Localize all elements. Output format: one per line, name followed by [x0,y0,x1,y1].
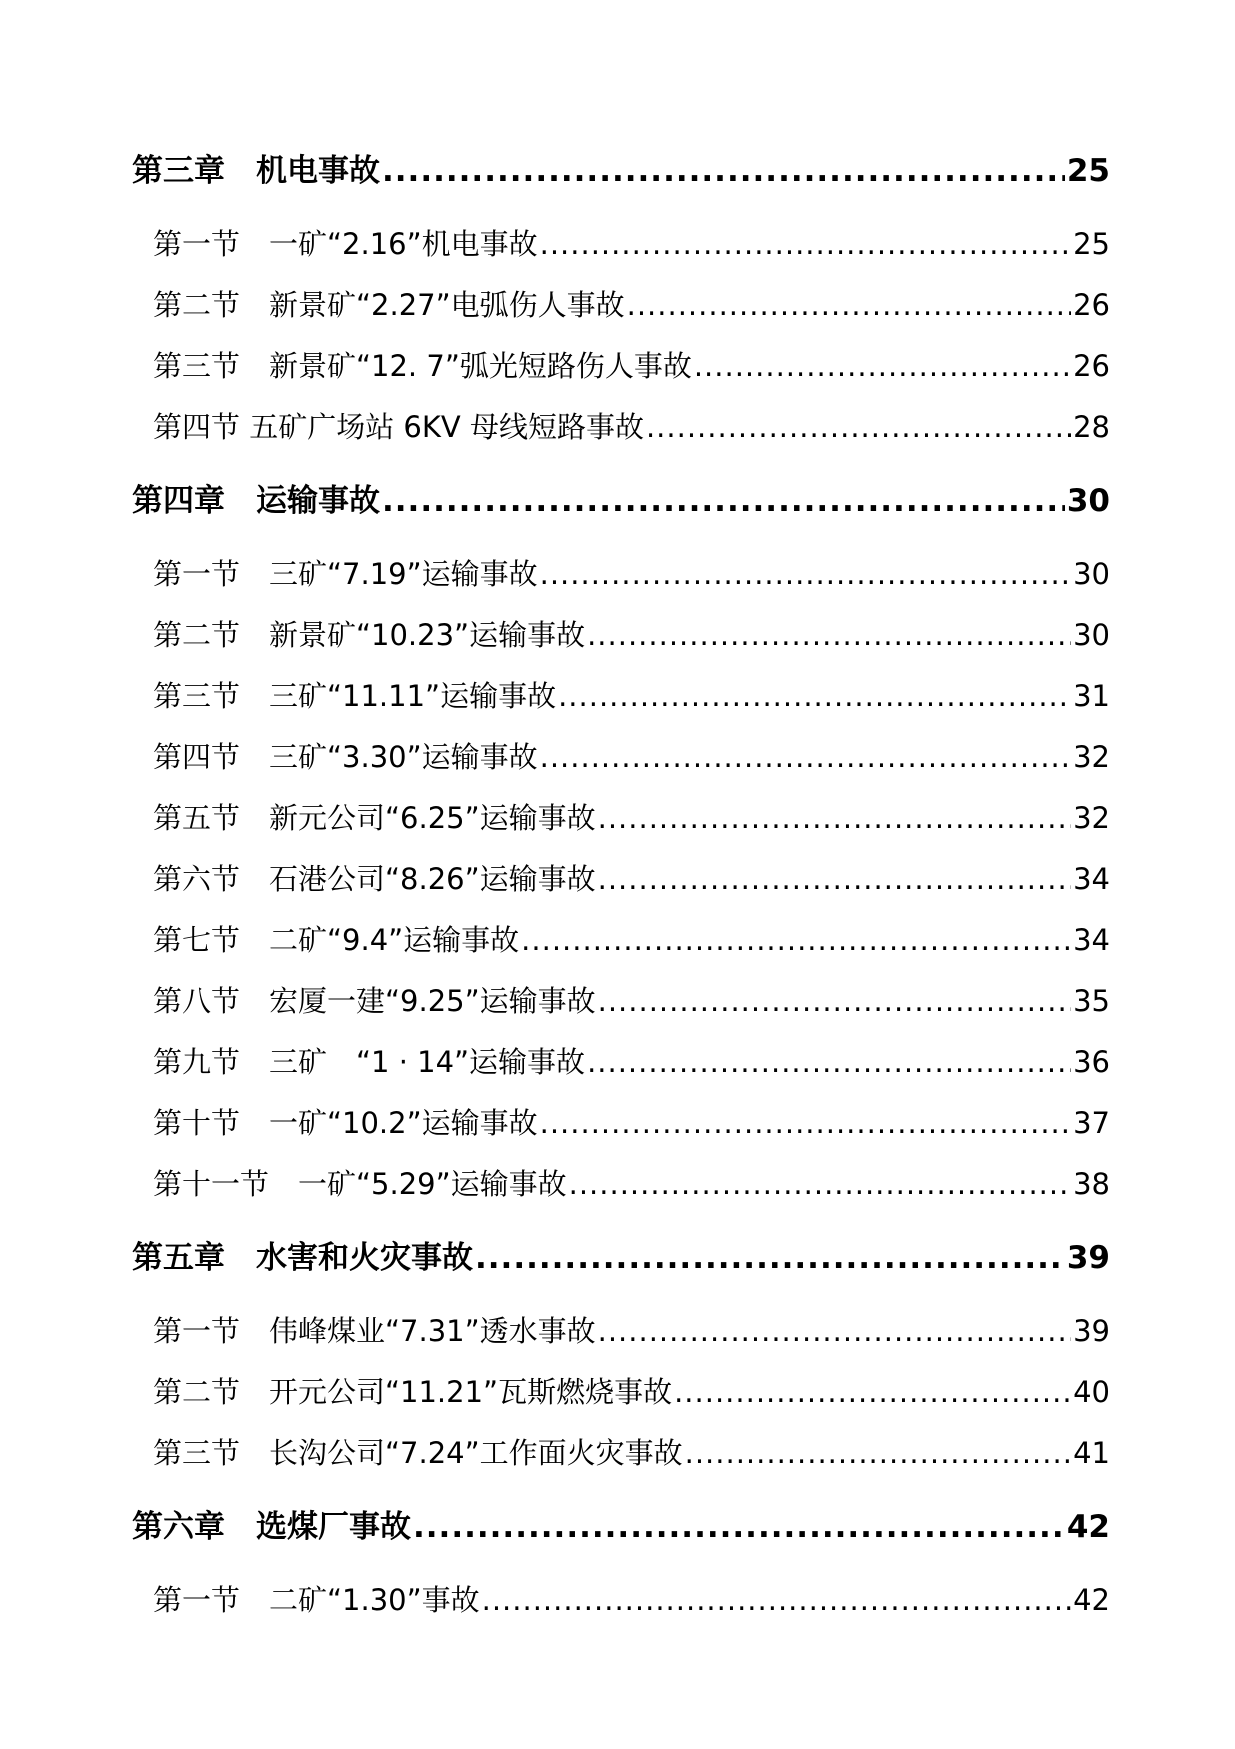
toc-entry-title: 第八节 宏厦一建“9.25”运输事故 [153,984,596,1018]
dot-leader [587,618,1071,652]
toc-entry-title: 第六节 石港公司“8.26”运输事故 [153,862,596,896]
toc-entry-title: 第二节 新景矿“10.23”运输事故 [153,618,586,652]
toc-entry-page: 26 [1073,349,1110,383]
dot-leader [540,1106,1071,1140]
toc-entry-page: 35 [1073,984,1110,1018]
toc-entry-page: 26 [1073,288,1110,322]
toc-entry-title: 第六章 选煤厂事故 [132,1509,411,1545]
dot-leader [587,1045,1071,1079]
toc-entry-title: 第五节 新元公司“6.25”运输事故 [153,801,596,835]
toc-entry-page: 25 [1073,227,1110,261]
toc-entry-chapter[interactable] [132,145,1110,190]
dot-leader [598,801,1071,835]
dot-leader [569,1167,1071,1201]
toc-entry-section[interactable] [153,344,1110,385]
toc-entry-page: 28 [1073,410,1110,444]
toc-entry-title: 第一节 二矿“1.30”事故 [153,1583,480,1617]
toc-entry-title: 第七节 二矿“9.4”运输事故 [153,923,520,957]
dot-leader [646,410,1071,444]
toc-entry-page: 41 [1073,1436,1110,1470]
toc-entry-page: 40 [1073,1375,1110,1409]
dot-leader [521,923,1071,957]
toc-entry-section[interactable] [153,1578,1110,1619]
toc-entry-section[interactable] [153,1309,1110,1350]
toc-entry-page: 31 [1073,679,1110,713]
toc-entry-section[interactable] [153,674,1110,715]
toc-entry-title: 第一节 一矿“2.16”机电事故 [153,227,538,261]
dot-leader [627,288,1071,322]
toc-entry-chapter[interactable] [132,1501,1110,1546]
toc-entry-title: 第一节 伟峰煤业“7.31”透水事故 [153,1314,596,1348]
toc-entry-title: 第四章 运输事故 [132,483,380,519]
toc-entry-page: 30 [1073,557,1110,591]
toc-entry-page: 32 [1073,740,1110,774]
dot-leader [694,349,1071,383]
toc-entry-title: 第四节 三矿“3.30”运输事故 [153,740,538,774]
toc-entry-title: 第三节 长沟公司“7.24”工作面火灾事故 [153,1436,683,1470]
dot-leader [382,153,1065,189]
dot-leader [482,1583,1071,1617]
toc-entry-page: 42 [1066,1509,1110,1545]
toc-entry-chapter[interactable] [132,475,1110,520]
dot-leader [674,1375,1071,1409]
dot-leader [685,1436,1071,1470]
toc-entry-section[interactable] [153,918,1110,959]
toc-entry-section[interactable] [153,222,1110,263]
dot-leader [558,679,1071,713]
dot-leader [475,1240,1065,1276]
toc-entry-title: 第九节 三矿 “1 · 14”运输事故 [153,1045,586,1079]
dot-leader [540,740,1071,774]
toc-entry-section[interactable] [153,1370,1110,1411]
dot-leader [540,227,1071,261]
toc-entry-section[interactable] [153,796,1110,837]
toc-entry-page: 34 [1073,862,1110,896]
toc-entry-title: 第四节 五矿广场站 6KV 母线短路事故 [153,410,644,444]
toc-entry-title: 第二节 开元公司“11.21”瓦斯燃烧事故 [153,1375,673,1409]
toc-entry-title: 第二节 新景矿“2.27”电弧伤人事故 [153,288,625,322]
toc-entry-section[interactable] [153,1162,1110,1203]
toc-entry-section[interactable] [153,613,1110,654]
toc-entry-section[interactable] [153,552,1110,593]
toc-entry-page: 32 [1073,801,1110,835]
toc-entry-section[interactable] [153,979,1110,1020]
toc-entry-page: 30 [1073,618,1110,652]
dot-leader [598,984,1071,1018]
toc-entry-title: 第五章 水害和火灾事故 [132,1240,473,1276]
toc-entry-title: 第三节 新景矿“12. 7”弧光短路伤人事故 [153,349,692,383]
toc-entry-page: 34 [1073,923,1110,957]
toc-entry-page: 38 [1073,1167,1110,1201]
toc-entry-section[interactable] [153,857,1110,898]
toc-entry-section[interactable] [153,405,1110,446]
toc-entry-section[interactable] [153,1431,1110,1472]
toc-entry-title: 第三章 机电事故 [132,153,380,189]
dot-leader [598,862,1071,896]
dot-leader [382,483,1065,519]
toc-entry-page: 36 [1073,1045,1110,1079]
toc-entry-title: 第一节 三矿“7.19”运输事故 [153,557,538,591]
toc-entry-section[interactable] [153,1101,1110,1142]
dot-leader [540,557,1071,591]
toc-entry-page: 25 [1066,153,1110,189]
toc-entry-section[interactable] [153,735,1110,776]
toc-entry-title: 第十节 一矿“10.2”运输事故 [153,1106,538,1140]
dot-leader [413,1509,1065,1545]
toc-entry-page: 39 [1066,1240,1110,1276]
dot-leader [598,1314,1071,1348]
toc-entry-page: 42 [1073,1583,1110,1617]
toc-entry-page: 37 [1073,1106,1110,1140]
toc-entry-page: 30 [1066,483,1110,519]
toc-entry-section[interactable] [153,283,1110,324]
toc-entry-chapter[interactable] [132,1232,1110,1277]
toc-entry-section[interactable] [153,1040,1110,1081]
toc-entry-title: 第十一节 一矿“5.29”运输事故 [153,1167,567,1201]
toc-entry-title: 第三节 三矿“11.11”运输事故 [153,679,557,713]
toc-entry-page: 39 [1073,1314,1110,1348]
